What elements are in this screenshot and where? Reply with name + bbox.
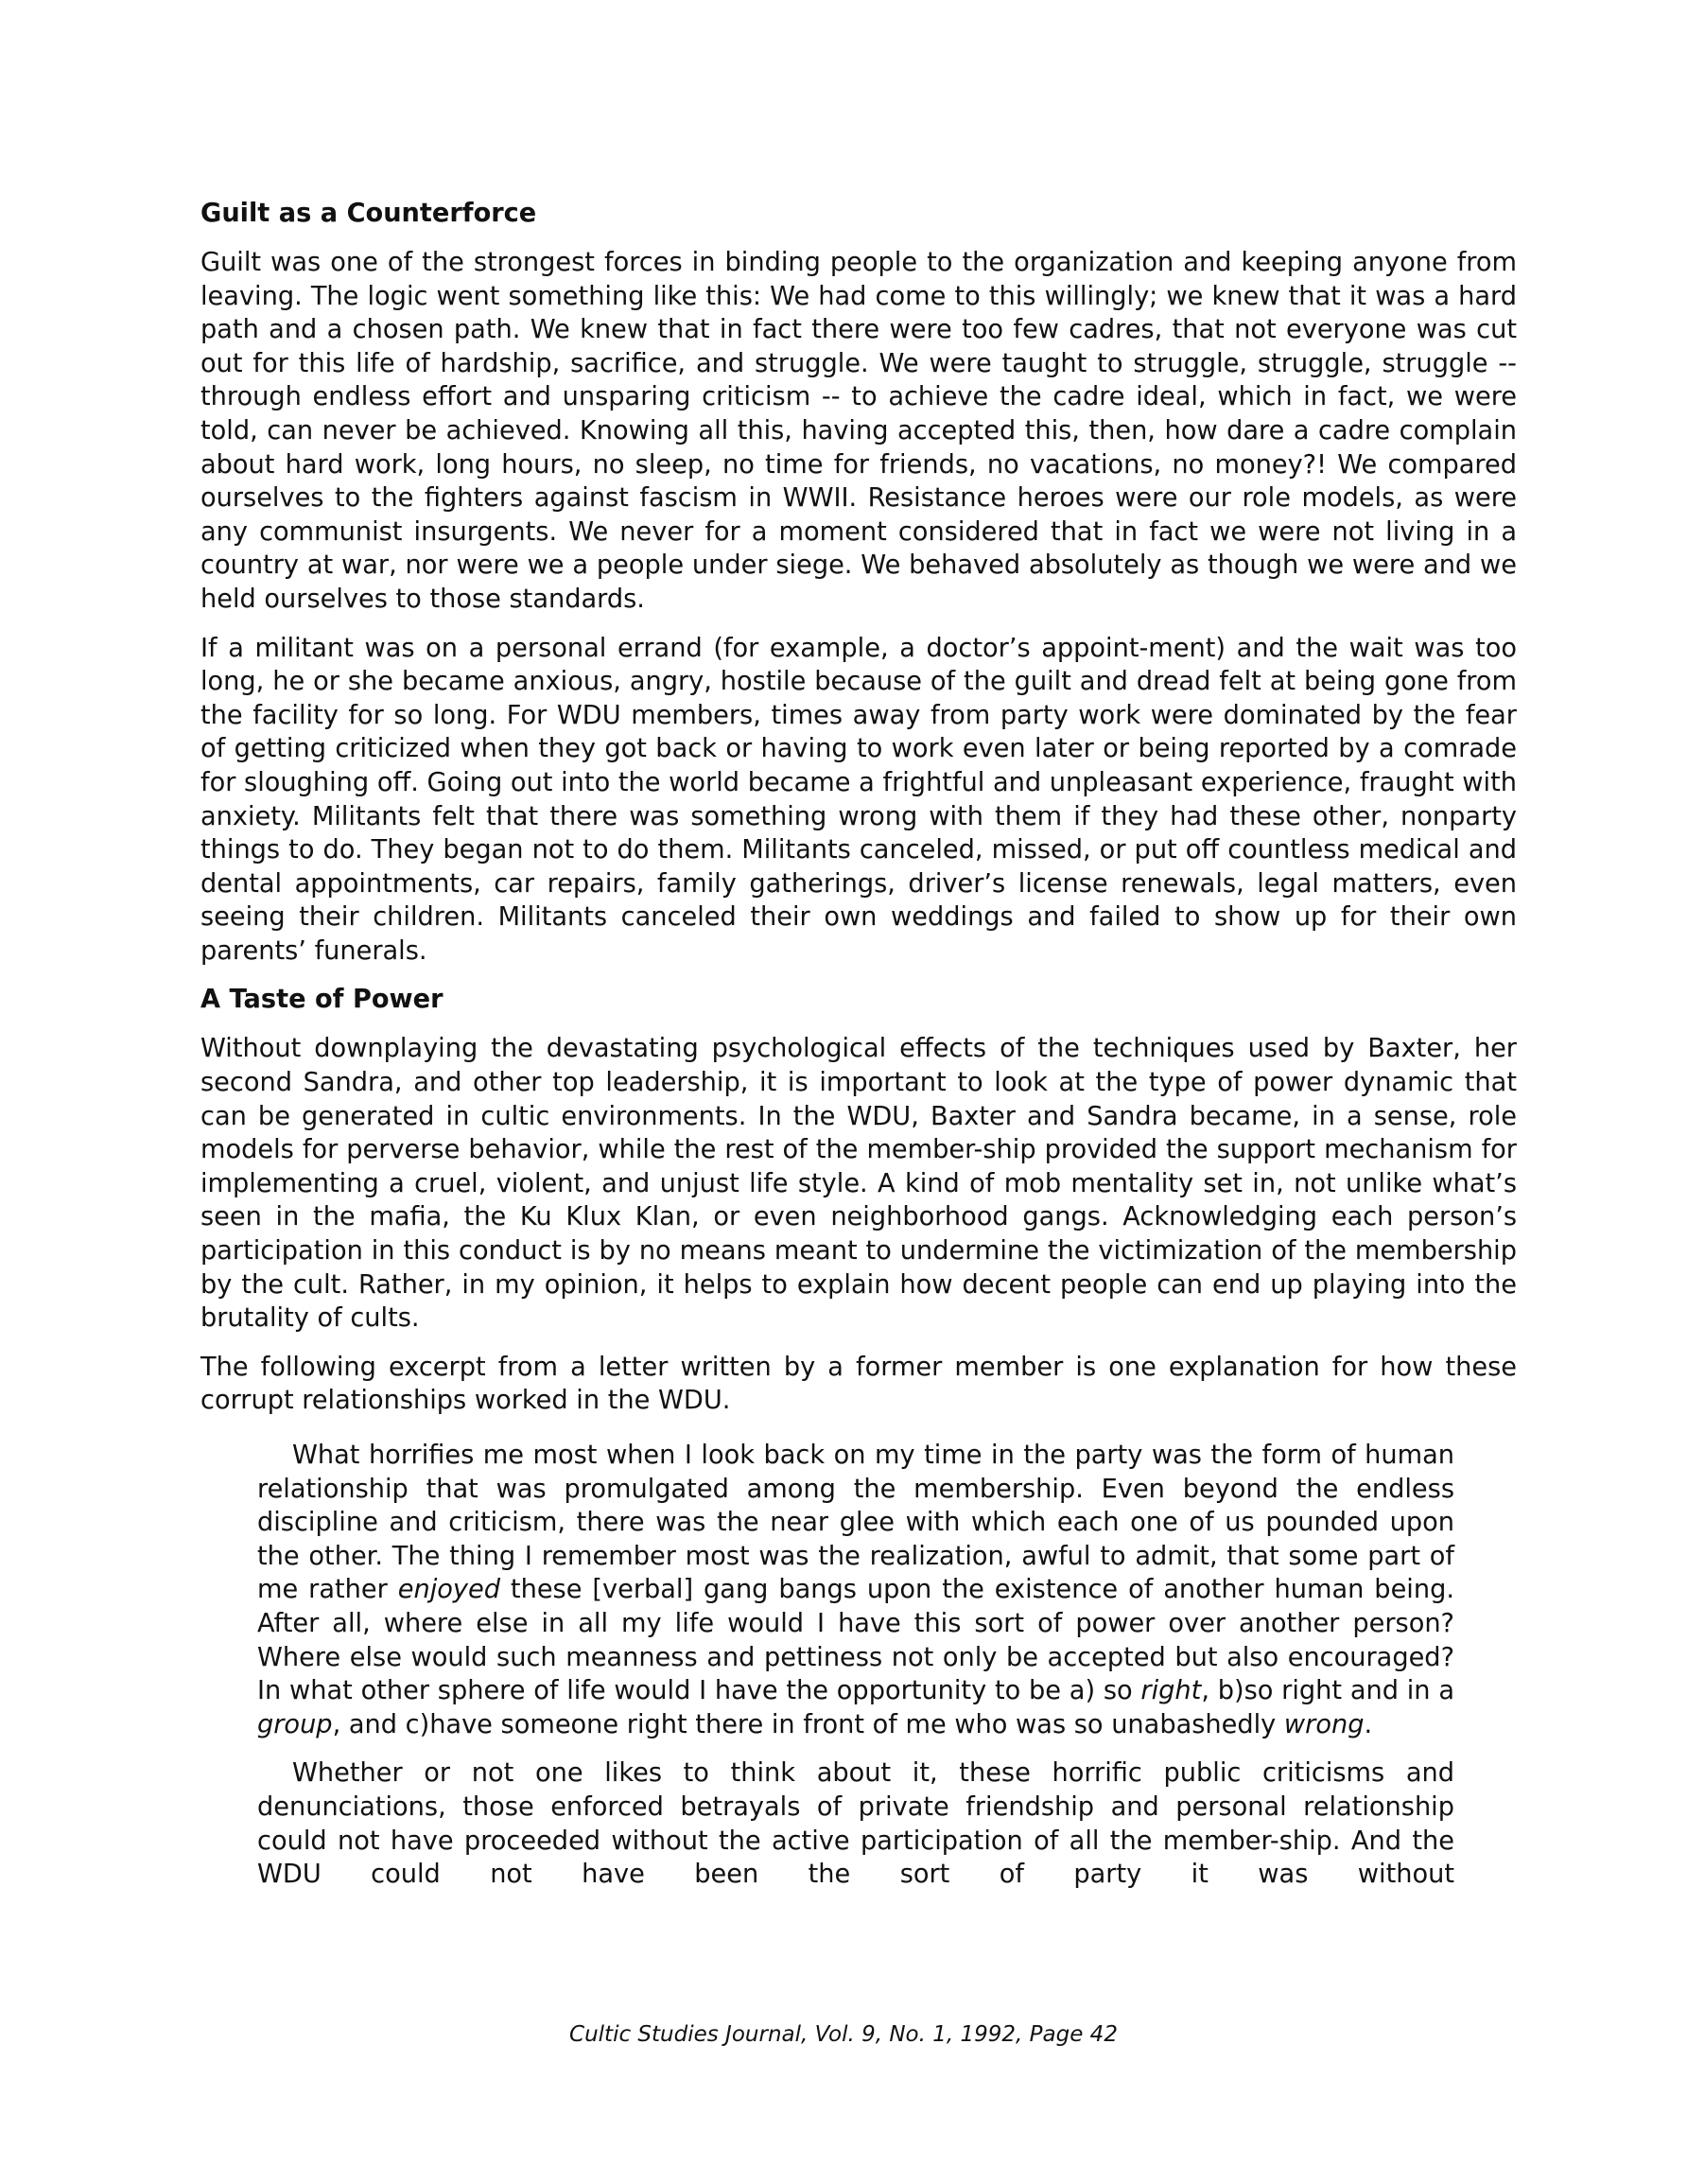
section-heading-guilt: Guilt as a Counterforce bbox=[200, 199, 537, 228]
quote-paragraph: What horrifies me most when I look back on my time in the party was the form of human relationship that was promulgated among the membership. Even beyond the endless discipline and criticism, there was the near glee with which each one of us pounded upon the other. The thing I remember most was the realization, awful to admit, that some part of me rather enjoyed these [verbal] gang bangs upon the existence of another human being. After all, where else in all my life would I have this sort of power over another person? Where else would such meanness and pettiness not only be accepted but also encouraged? In what other sphere of life would I have the opportunity to be a) so right, b)so right and in a group, and c)have someone right there in front of me who was so unabashedly wrong. bbox=[257, 1441, 1454, 1739]
section-heading-taste-of-power: A Taste of Power bbox=[200, 985, 443, 1015]
emphasis: wrong bbox=[1283, 1709, 1365, 1739]
quote-paragraph: Whether or not one likes to think about it, these horrific public criticisms and denunciations, those enforced betrayals of private friendship and personal relationship could not have proceeded without the active participation of all the member-ship. And the WDU could not have been the sort of party it was without bbox=[257, 1758, 1454, 1890]
paragraph: The following excerpt from a letter written by a former member is one explanation for how these corrupt relationships worked in the WDU. bbox=[200, 1352, 1517, 1416]
page-footer-citation: Cultic Studies Journal, Vol. 9, No. 1, 1992, Page 42 bbox=[569, 2022, 1118, 2047]
paragraph: Guilt was one of the strongest forces in binding people to the organization and keeping anyone from leaving. The logic went something like this: We had come to this willingly; we knew that it was a hard path and a chosen path. We knew that in fact there were too few cadres, that not everyone was cut out for this life of hardship, sacrifice, and struggle. We were taught to struggle, struggle, struggle -- through endless effort and unsparing criticism -- to achieve the cadre ideal, which in fact, we were told, can never be achieved. Knowing all this, having accepted this, then, how dare a cadre complain about hard work, long hours, no sleep, no time for friends, no vacations, no money?! We compared ourselves to the fighters against fascism in WWII. Resistance heroes were our role models, as were any communist insurgents. We never for a moment considered that in fact we were not living in a country at war, nor were we a people under siege. We behaved absolutely as though we were and we held ourselves to those standards. bbox=[200, 248, 1517, 614]
paragraph: If a militant was on a personal errand (for example, a doctor’s appoint-ment) and the wait was too long, he or she became anxious, angry, hostile because of the guilt and dread felt at being gone from the facility for so long. For WDU members, times away from party work were dominated by the fear of getting criticized when they got back or having to work even later or being reported by a comrade for sloughing off. Going out into the world became a frightful and unpleasant experience, fraught with anxiety. Militants felt that there was something wrong with them if they had these other, nonparty things to do. They began not to do them. Militants canceled, missed, or put off countless medical and dental appointments, car repairs, family gatherings, driver’s license renewals, legal matters, even seeing their children. Militants canceled their own weddings and failed to show up for their own parents’ funerals. bbox=[200, 633, 1517, 966]
emphasis: enjoyed bbox=[397, 1575, 500, 1605]
paragraph: Without downplaying the devastating psychological effects of the techniques used by Baxter, her second Sandra, and other top leadership, it is important to look at the type of power dynamic that can be generated in cultic environments. In the WDU, Baxter and Sandra became, in a sense, role models for perverse behavior, while the rest of the member-ship provided the support mechanism for implementing a cruel, violent, and unjust life style. A kind of mob mentality set in, not unlike what’s seen in the mafia, the Ku Klux Klan, or even neighborhood gangs. Acknowledging each person’s participation in this conduct is by no means meant to undermine the victimization of the membership by the cult. Rather, in my opinion, it helps to explain how decent people can end up playing into the brutality of cults. bbox=[200, 1034, 1517, 1334]
block-quote bbox=[257, 1439, 1454, 1892]
emphasis: group bbox=[257, 1709, 333, 1739]
document-page bbox=[200, 197, 1517, 1907]
emphasis: right bbox=[1140, 1676, 1202, 1706]
